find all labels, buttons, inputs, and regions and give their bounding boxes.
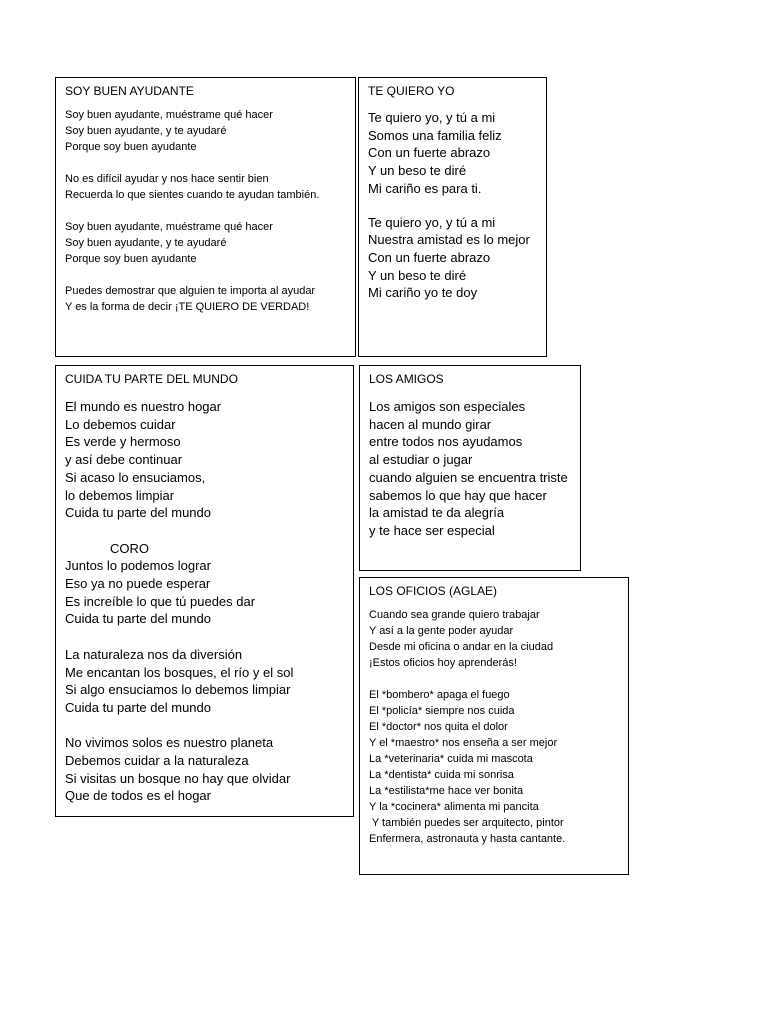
lyric-line: hacen al mundo girar (369, 416, 492, 432)
lyric-line: Es increíble lo que tú puedes dar (65, 593, 256, 609)
lyric-line: sabemos lo que hay que hacer (369, 487, 547, 503)
stanza (368, 109, 537, 198)
lyric-line: Puedes demostrar que alguien te importa al ayudar (65, 285, 316, 297)
stanza (368, 214, 537, 303)
stanza (65, 283, 346, 315)
lyric-line: El mundo es nuestro hogar (65, 399, 222, 414)
lyric-line: Y un beso te diré (368, 163, 467, 179)
lyric-line: Y así a la gente poder ayudar (369, 625, 514, 637)
stanza (65, 646, 344, 717)
lyric-line: al estudiar o jugar (369, 452, 473, 468)
lyric-line: lo debemos limpiar (65, 487, 175, 503)
song-title: CUIDA TU PARTE DEL MUNDO (65, 372, 238, 386)
lyric-line: Y el *maestro* nos enseña a ser mejor (369, 737, 558, 749)
lyric-line: Con un fuerte abrazo (368, 249, 491, 265)
lyric-line: Soy buen ayudante, y te ayudaré (65, 237, 227, 249)
lyric-line: Soy buen ayudante, muéstrame qué hacer (65, 221, 273, 233)
stanza (65, 219, 346, 267)
lyric-line: Nuestra amistad es lo mejor (368, 232, 530, 248)
lyric-line: ¡Estos oficios hoy aprenderás! (369, 657, 517, 669)
lyric-line: Juntos lo podemos lograr (65, 558, 211, 574)
song-box-soy-buen-ayudante (55, 77, 356, 357)
lyric-line: Debemos cuidar a la naturaleza (65, 753, 249, 769)
song-box-los-amigos (359, 365, 581, 571)
lyric-line: Porque soy buen ayudante (65, 141, 197, 153)
lyric-line: Con un fuerte abrazo (368, 145, 491, 161)
lyric-line: y te hace ser especial (369, 522, 495, 538)
song-title: LOS AMIGOS (369, 372, 444, 386)
lyric-line: Si algo ensuciamos lo debemos limpiar (65, 682, 291, 698)
lyric-line: La *estilista*me hace ver bonita (369, 785, 524, 797)
lyric-line: Lo debemos cuidar (65, 416, 176, 432)
stanza (369, 607, 619, 671)
lyric-line: Te quiero yo, y tú a mi (368, 214, 496, 230)
lyric-line: Me encantan los bosques, el río y el sol (65, 664, 294, 680)
lyric-line: Y un beso te diré (368, 267, 467, 283)
song-title: TE QUIERO YO (368, 84, 455, 98)
song-box-los-oficios (359, 577, 629, 875)
lyric-line: Soy buen ayudante, muéstrame qué hacer (65, 109, 273, 121)
lyric-line: entre todos nos ayudamos (369, 434, 523, 450)
lyric-line: cuando alguien se encuentra triste (369, 469, 568, 485)
stanza (65, 171, 346, 203)
lyric-line: Cuida tu parte del mundo (65, 699, 211, 715)
lyric-line: y así debe continuar (65, 452, 183, 468)
lyric-line: Cuida tu parte del mundo (65, 611, 211, 627)
lyric-line: No vivimos solos es nuestro planeta (65, 735, 274, 751)
stanza (65, 107, 346, 155)
lyric-line: El *bombero* apaga el fuego (369, 689, 510, 701)
stanza (369, 398, 571, 540)
song-box-cuida-tu-parte-del-mundo (55, 365, 354, 817)
lyric-line: Si acaso lo ensuciamos, (65, 469, 206, 485)
song-title: LOS OFICIOS (AGLAE) (369, 584, 498, 598)
stanza (369, 687, 619, 847)
lyric-line: la amistad te da alegría (369, 505, 505, 521)
lyric-line: La *dentista* cuida mi sonrisa (369, 769, 514, 781)
song-title: SOY BUEN AYUDANTE (65, 84, 194, 98)
lyric-line: Cuando sea grande quiero trabajar (369, 609, 540, 621)
lyric-line: El *doctor* nos quita el dolor (369, 721, 508, 733)
lyric-line: La *veterinaria* cuida mi mascota (369, 753, 533, 765)
stanza (65, 398, 344, 522)
lyric-line: Desde mi oficina o andar en la ciudad (369, 641, 554, 653)
lyric-line: Eso ya no puede esperar (65, 576, 211, 592)
lyric-line: La naturaleza nos da diversión (65, 646, 243, 662)
lyric-line: Recuerda lo que sientes cuando te ayudan también. (65, 189, 320, 201)
lyric-line: Te quiero yo, y tú a mi (368, 110, 496, 125)
stanza (65, 540, 344, 629)
lyric-line: Mi cariño es para ti. (368, 180, 482, 196)
lyric-line: Y también puedes ser arquitecto, pintor (369, 817, 564, 829)
chorus-label: CORO (110, 540, 149, 556)
lyric-line: Que de todos es el hogar (65, 788, 211, 804)
lyric-line: Cuida tu parte del mundo (65, 505, 211, 521)
lyric-line: Y es la forma de decir ¡TE QUIERO DE VERDAD! (65, 301, 310, 313)
lyric-line: Somos una familia feliz (368, 127, 502, 143)
lyric-line: Si visitas un bosque no hay que olvidar (65, 770, 291, 786)
lyric-line: Y la *cocinera* alimenta mi pancita (369, 801, 539, 813)
song-box-te-quiero-yo (358, 77, 547, 357)
stanza (65, 734, 344, 805)
lyric-line: Mi cariño yo te doy (368, 285, 478, 301)
lyric-line: No es difícil ayudar y nos hace sentir bien (65, 173, 269, 185)
lyric-line: El *policía* siempre nos cuida (369, 705, 515, 717)
lyric-line: Soy buen ayudante, y te ayudaré (65, 125, 227, 137)
lyric-line: Los amigos son especiales (369, 399, 526, 414)
lyric-line: Es verde y hermoso (65, 434, 181, 450)
lyric-line: Enfermera, astronauta y hasta cantante. (369, 833, 566, 845)
lyric-line: Porque soy buen ayudante (65, 253, 197, 265)
